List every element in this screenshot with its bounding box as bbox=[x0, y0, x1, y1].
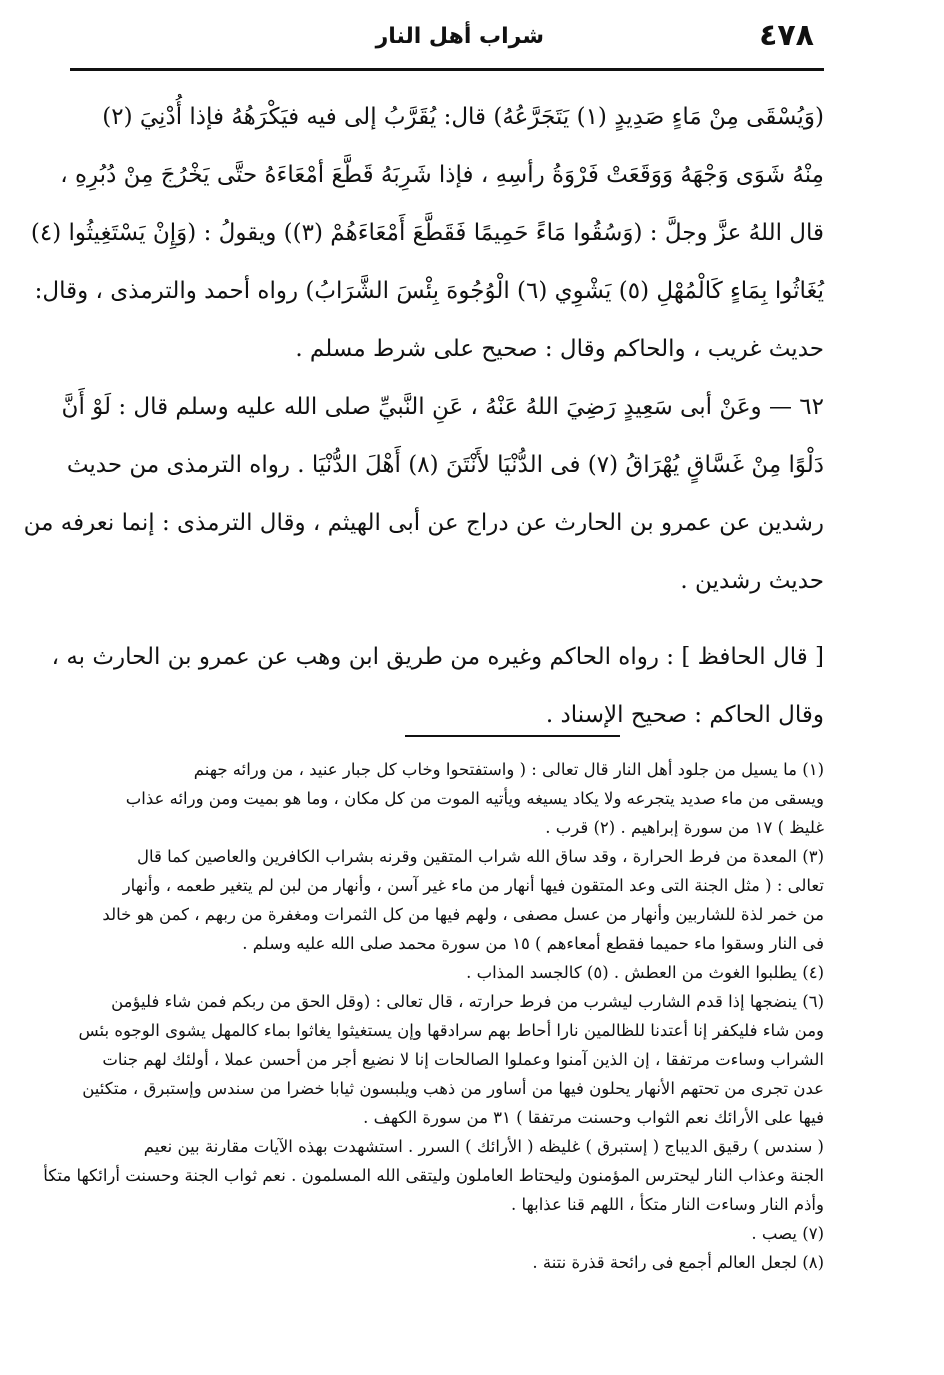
text-line: دَلْوًا مِنْ غَسَّاقٍ يُهْرَاقُ (٧) فى الدُّنْيَا لأَنْتَنَ (٨) أَهْلَ الدُّنْيَا . رواه الترمذى من حديث bbox=[66, 452, 824, 478]
text-line: رشدين عن عمرو بن الحارث عن دراج عن أبى الهيثم ، وقال الترمذى : إنما نعرفه من bbox=[23, 510, 824, 536]
footnote-line: (٨) لجعل العالم أجمع فى رائحة قذرة نتنة . bbox=[532, 1253, 824, 1272]
hafiz-note-line: وقال الحاكم : صحيح الإسناد . bbox=[545, 702, 824, 728]
footnotes bbox=[43, 755, 824, 1277]
footnote-line: ومن شاء فليكفر إنا أعتدنا للظالمين نارا أحاط بهم سرادقها وإن يستغيثوا يغاثوا بماء كالمهل يشوى الوجوه بئس bbox=[78, 1021, 824, 1040]
header-rule bbox=[70, 68, 824, 71]
text-line: حديث غريب ، والحاكم وقال : صحيح على شرط مسلم . bbox=[295, 336, 824, 362]
hadith-62-line: ٦٢ — وعَنْ أبى سَعِيدٍ رَضِيَ اللهُ عَنْهُ ، عَنِ النَّبيِّ صلى الله عليه وسلم قال : لَوْ أَنَّ bbox=[61, 394, 824, 420]
footnote-line: وأذم النار وساءت النار متكأ ، اللهم قنا عذابها . bbox=[510, 1195, 824, 1214]
footnote-line: ( سندس ) رقيق الديباج ( إستبرق ) غليظه ( الأرائك ) السرر . استشهدت بهذه الآيات مقارنة بين نعيم bbox=[143, 1137, 824, 1156]
page-header bbox=[60, 18, 824, 68]
text-line: حديث رشدين . bbox=[680, 568, 824, 594]
text-line: (وَيُسْقَى مِنْ مَاءٍ صَدِيدٍ (١) يَتَجَرَّعُهُ) قال: يُقَرَّبُ إلى فيه فيَكْرَهُهُ فإذا أُدْنِيَ (٢) bbox=[102, 104, 824, 130]
footnote-line: (٤) يطلبوا الغوث من العطش . (٥) كالجسد المذاب . bbox=[466, 963, 824, 982]
running-title: شراب أهل النار bbox=[375, 24, 544, 49]
footnote-line: فى النار وسقوا ماء حميما فقطع أمعاءهم ) ١٥ من سورة محمد صلى الله عليه وسلم . bbox=[242, 934, 824, 953]
text-line: مِنْهُ شَوَى وَجْهَهُ وَوَقَعَتْ فَرْوَةُ رأسِهِ ، فإذا شَرِبَهُ قَطَّعَ أمْعَاءَهُ حتَّى يَخْرُجَ مِنْ دُبُرِهِ ، bbox=[60, 162, 824, 188]
paragraph-gap bbox=[70, 610, 824, 628]
footnote-line: (١) ما يسيل من جلود أهل النار قال تعالى : ( واستفتحوا وخاب كل جبار عنيد ، من ورائه جهنم bbox=[193, 760, 824, 779]
footnote-separator bbox=[405, 735, 620, 737]
hafiz-note-line: [ قال الحافظ ] : رواه الحاكم وغيره من طريق ابن وهب عن عمرو بن الحارث به ، bbox=[51, 644, 824, 670]
footnote-line: غليظ ) ١٧ من سورة إبراهيم . (٢) قرب . bbox=[545, 818, 824, 837]
footnote-line: (٣) المعدة من فرط الحرارة ، وقد ساق الله شراب المتقين وقرنه بشراب الكافرين والعاصين كما قال bbox=[136, 847, 824, 866]
footnote-line: (٧) يصب . bbox=[751, 1224, 824, 1243]
footnote-line: (٦) ينضجها إذا قدم الشارب ليشرب من فرط حرارته ، قال تعالى : (وقل الحق من ربكم فمن شاء فليؤمن bbox=[111, 992, 824, 1011]
page-number: ٤٧٨ bbox=[759, 18, 814, 53]
footnote-line: من خمر لذة للشاربين وأنهار من عسل مصفى ، ولهم فيها من كل الثمرات ومغفرة من ربهم ، كمن هو خالد bbox=[102, 905, 824, 924]
footnote-line: الجنة وعذاب النار ليحترس المؤمنون وليحتاط العاملون وليتقى الله المسلمون . نعم ثواب الجنة وحسنت أرائكها متكأ bbox=[43, 1166, 824, 1185]
footnote-line: تعالى : ( مثل الجنة التى وعد المتقون فيها أنهار من ماء غير آسن ، وأنهار من لبن لم يتغير طعمه ، وأنهار bbox=[122, 876, 824, 895]
footnote-line: الشراب وساءت مرتفقا ، إن الذين آمنوا وعملوا الصالحات إنا لا نضيع أجر من أحسن عملا ، أولئك لهم جنات bbox=[102, 1050, 824, 1069]
footnote-line: عدن تجرى من تحتهم الأنهار يحلون فيها من أساور من ذهب ويلبسون ثيابا خضرا من سندس وإستبرق ، متكئين bbox=[82, 1079, 824, 1098]
text-line: قال اللهُ عزَّ وجلَّ : (وَسُقُوا مَاءً حَمِيمًا فَقَطَّعَ أَمْعَاءَهُمْ (٣)) ويقولُ : (وَإِنْ يَسْتَغِيثُوا (٤) bbox=[30, 220, 824, 246]
footnote-line: فيها على الأرائك نعم الثواب وحسنت مرتفقا ) ٣١ من سورة الكهف . bbox=[363, 1108, 824, 1127]
footnote-line: ويسقى من ماء صديد يتجرعه ولا يكاد يسيغه ويأتيه الموت من كل مكان ، وما هو بميت ومن ورائه عذاب bbox=[125, 789, 824, 808]
main-text bbox=[23, 88, 824, 744]
text-line: يُغَاثُوا بِمَاءٍ كَالْمُهْلِ (٥) يَشْوِي (٦) الْوُجُوهَ بِئْسَ الشَّرَابُ) رواه أحمد والترمذى ، وقال: bbox=[34, 278, 824, 304]
